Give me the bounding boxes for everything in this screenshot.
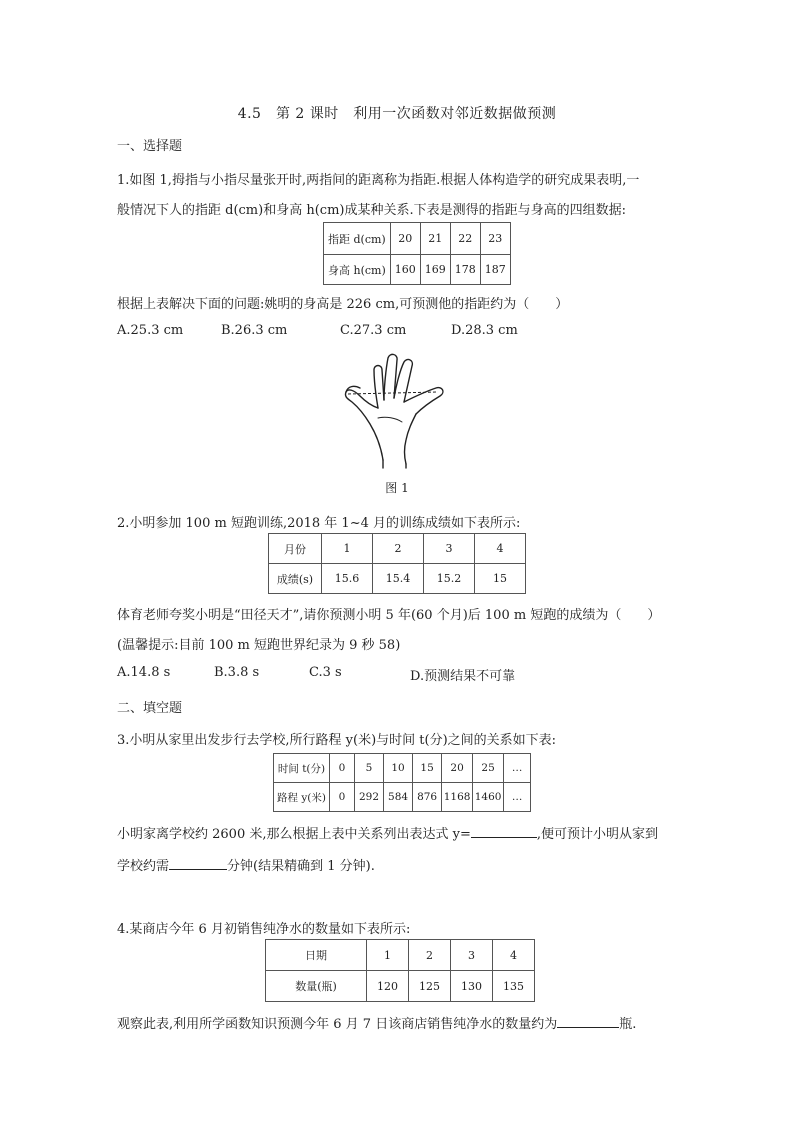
table-cell: 10 <box>384 754 413 783</box>
q1-text-line1: 1.如图 1,拇指与小指尽量张开时,两指间的距离称为指距.根据人体构造学的研究成果表明,一 <box>117 173 640 188</box>
option-b: B.3.8 s <box>214 665 260 680</box>
hand-span-figure <box>338 352 456 470</box>
page-title: 4.5 第 2 课时 利用一次函数对邻近数据做预测 <box>237 106 557 122</box>
table-cell: 876 <box>413 783 442 812</box>
table-cell: 292 <box>354 783 383 812</box>
table-cell: … <box>504 754 531 783</box>
option-a: A.14.8 s <box>117 665 171 680</box>
q3-line2 <box>117 855 375 874</box>
table-row-label: 日期 <box>266 940 367 971</box>
table-cell: 130 <box>451 971 493 1002</box>
q2-hint: (温馨提示:目前 100 m 短跑世界纪录为 9 秒 58) <box>117 638 401 653</box>
table-cell: 187 <box>480 255 510 285</box>
table-cell: 3 <box>424 534 475 564</box>
table-cell: 22 <box>450 223 480 255</box>
table-row-label: 数量(瓶) <box>266 971 367 1002</box>
section-heading-fill: 二、填空题 <box>117 701 183 716</box>
table-cell: 4 <box>493 940 535 971</box>
table-cell: 0 <box>329 754 354 783</box>
table-cell: … <box>504 783 531 812</box>
table-cell: 1 <box>322 534 373 564</box>
q2-text: 2.小明参加 100 m 短跑训练,2018 年 1~4 月的训练成绩如下表所示: <box>117 516 521 531</box>
q2-question: 体育老师夸奖小明是“田径天才”,请你预测小明 5 年(60 个月)后 100 m 短跑的成绩为（ ） <box>117 608 661 623</box>
option-d: D.预测结果不可靠 <box>410 669 516 684</box>
q3-line1-text: 小明家离学校约 2600 米,那么根据上表中关系列出表达式 y= <box>117 827 471 842</box>
answer-blank[interactable] <box>471 825 537 838</box>
table-cell: 5 <box>354 754 383 783</box>
q3-text: 3.小明从家里出发步行去学校,所行路程 y(米)与时间 t(分)之间的关系如下表: <box>117 733 557 748</box>
figure-caption: 图 1 <box>385 481 409 495</box>
q3-line1 <box>117 823 658 842</box>
section-heading-choice: 一、选择题 <box>117 139 183 154</box>
option-d: D.28.3 cm <box>451 323 518 338</box>
option-a: A.25.3 cm <box>117 323 184 338</box>
table-row-label: 身高 h(cm) <box>324 255 391 285</box>
table-cell: 23 <box>480 223 510 255</box>
table-cell: 120 <box>367 971 409 1002</box>
q4-line-text-end: 瓶. <box>619 1017 637 1032</box>
q3-table <box>273 753 531 812</box>
table-cell: 160 <box>390 255 420 285</box>
q3-line2-text: 学校约需 <box>117 859 170 874</box>
table-cell: 20 <box>390 223 420 255</box>
table-cell: 1168 <box>442 783 473 812</box>
table-cell: 2 <box>373 534 424 564</box>
table-cell: 135 <box>493 971 535 1002</box>
table-cell: 178 <box>450 255 480 285</box>
answer-blank[interactable] <box>169 857 227 870</box>
table-cell: 15.2 <box>424 564 475 594</box>
option-b: B.26.3 cm <box>221 323 288 338</box>
table-cell: 4 <box>475 534 526 564</box>
table-cell: 21 <box>420 223 450 255</box>
table-cell: 15 <box>413 754 442 783</box>
table-row-label: 指距 d(cm) <box>324 223 391 255</box>
q4-text: 4.某商店今年 6 月初销售纯净水的数量如下表所示: <box>117 922 411 937</box>
table-cell: 169 <box>420 255 450 285</box>
q2-table <box>268 533 526 594</box>
table-cell: 15.6 <box>322 564 373 594</box>
table-row-label: 时间 t(分) <box>274 754 330 783</box>
table-row-label: 月份 <box>269 534 322 564</box>
q1-question: 根据上表解决下面的问题:姚明的身高是 226 cm,可预测他的指距约为（ ） <box>117 297 569 312</box>
q3-line1-text-end: ,便可预计小明从家到 <box>536 827 658 842</box>
q1-text-line2: 般情况下人的指距 d(cm)和身高 h(cm)成某种关系.下表是测得的指距与身高的四组数据: <box>117 203 626 218</box>
q4-line-text: 观察此表,利用所学函数知识预测今年 6 月 7 日该商店销售纯净水的数量约为 <box>117 1017 558 1032</box>
q4-table <box>265 939 535 1002</box>
answer-blank[interactable] <box>557 1015 619 1028</box>
table-cell: 125 <box>409 971 451 1002</box>
table-row-label: 成绩(s) <box>269 564 322 594</box>
table-cell: 584 <box>384 783 413 812</box>
option-c: C.27.3 cm <box>340 323 407 338</box>
table-row-label: 路程 y(米) <box>274 783 330 812</box>
table-cell: 1460 <box>473 783 504 812</box>
table-cell: 15 <box>475 564 526 594</box>
q3-line2-text-end: 分钟(结果精确到 1 分钟). <box>227 859 375 874</box>
q1-table <box>323 222 511 285</box>
q4-line <box>117 1013 636 1032</box>
table-cell: 3 <box>451 940 493 971</box>
table-cell: 15.4 <box>373 564 424 594</box>
table-cell: 20 <box>442 754 473 783</box>
table-cell: 2 <box>409 940 451 971</box>
table-cell: 0 <box>329 783 354 812</box>
table-cell: 25 <box>473 754 504 783</box>
table-cell: 1 <box>367 940 409 971</box>
option-c: C.3 s <box>309 665 342 680</box>
